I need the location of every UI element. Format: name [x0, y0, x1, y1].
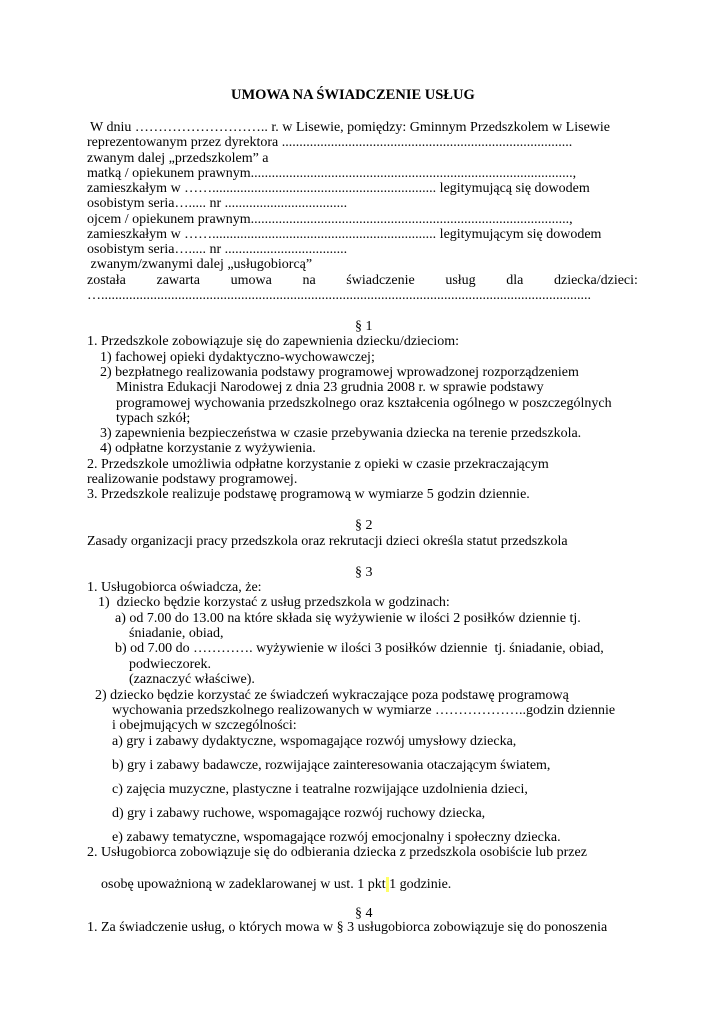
- section-3-line: b) od 7.00 do …………. wyżywienie w ilości 3 posiłków dziennie tj. śniadanie, obiad,: [115, 641, 604, 656]
- section-3-line: c) zajęcia muzyczne, plastyczne i teatralne rozwijające uzdolnienia dzieci,: [112, 782, 528, 797]
- section-3-heading: § 3: [355, 565, 373, 580]
- section-3-line: 2) dziecko będzie korzystać ze świadczeń wykraczające poza podstawę programową: [95, 688, 569, 703]
- intro-word: dla: [506, 273, 524, 288]
- section-1-heading: § 1: [355, 319, 373, 334]
- intro-word: dziecka/dzieci:: [553, 273, 638, 288]
- intro-line: zwanym dalej „przedszkolem” a: [87, 151, 269, 166]
- section-3-line: podwieczorek.: [129, 657, 212, 672]
- section-4-line: 1. Za świadczenie usług, o których mowa w § 3 usługobiorca zobowiązuje się do ponoszenia: [87, 920, 608, 935]
- intro-word: umowa: [230, 273, 272, 288]
- section-3-line: i obejmujących w szczególności:: [112, 718, 297, 733]
- intro-line: zamieszkałym w ……................................................................ legitymującą się dowodem: [87, 181, 590, 196]
- section-1-line: 3) zapewnienia bezpieczeństwa w czasie przebywania dziecka na terenie przedszkola.: [100, 426, 582, 441]
- section-4-heading: § 4: [355, 906, 373, 921]
- section-2-heading: § 2: [355, 518, 373, 533]
- intro-word: na: [302, 273, 316, 288]
- section-1-line: 4) odpłatne korzystanie z wyżywienia.: [100, 441, 316, 456]
- intro-line: matką / opiekunem prawnym............................................................................................,: [87, 166, 577, 181]
- intro-line: zwanym/zwanymi dalej „usługobiorcą”: [87, 257, 313, 272]
- section-3-line: a) od 7.00 do 13.00 na które składa się wyżywienie w ilości 2 posiłków dziennie tj.: [115, 611, 581, 626]
- section-1-line: 1) fachowej opieki dydaktyczno-wychowawczej;: [100, 350, 375, 365]
- section-1-line: programowej wychowania przedszkolnego oraz kształcenia ogólnego w poszczególnych: [116, 396, 612, 411]
- intro-word: zawarta: [156, 273, 201, 288]
- intro-word: świadczenie: [346, 273, 415, 288]
- intro-line: reprezentowanym przez dyrektora ...................................................................................: [87, 135, 573, 150]
- section-3-line: e) zabawy tematyczne, wspomagające rozwój emocjonalny i społeczny dziecka.: [112, 830, 561, 845]
- section-1-line: 3. Przedszkole realizuje podstawę programową w wymiarze 5 godzin dziennie.: [87, 487, 530, 502]
- section-3-line: (zaznaczyć właściwe).: [129, 672, 255, 687]
- section-3-line: [87, 861, 451, 909]
- intro-line: W dniu ……………………….. r. w Lisewie, pomiędzy: Gminnym Przedszkolem w Lisewie: [90, 120, 611, 135]
- section-3-line: śniadanie, obiad,: [129, 626, 224, 641]
- intro-line: …............................................................................................................................................: [87, 288, 591, 303]
- section-3-line-text: 1 godzinie.: [389, 877, 452, 892]
- section-3-line: 2. Usługobiorca zobowiązuje się do odbierania dziecka z przedszkola osobiście lub przez: [87, 845, 587, 860]
- intro-word: usług: [445, 273, 476, 288]
- intro-justified-line: [87, 273, 638, 289]
- intro-line: zamieszkałym w ……................................................................ legitymującym się dowodem: [87, 227, 602, 242]
- intro-line: osobistym seria…..... nr ...................................: [87, 242, 348, 257]
- document-title: UMOWA NA ŚWIADCZENIE USŁUG: [231, 87, 475, 103]
- intro-line: osobistym seria…..... nr ...................................: [87, 196, 348, 211]
- section-3-line: d) gry i zabawy ruchowe, wspomagające rozwój ruchowy dziecka,: [112, 806, 486, 821]
- intro-word: została: [87, 273, 126, 288]
- section-3-line: a) gry i zabawy dydaktyczne, wspomagające rozwój umysłowy dziecka,: [112, 734, 517, 749]
- intro-line: ojcem / opiekunem prawnym...........................................................................................,: [87, 212, 573, 227]
- section-3-line-text: osobę upoważnioną w zadeklarowanej w ust. 1 pkt: [101, 877, 386, 892]
- section-3-line: 1) dziecko będzie korzystać z usług przedszkola w godzinach:: [98, 595, 450, 610]
- section-3-line: wychowania przedszkolnego realizowanych w wymiarze ………………..godzin dziennie: [112, 703, 616, 718]
- section-2-line: Zasady organizacji pracy przedszkola oraz rekrutacji dzieci określa statut przedszkola: [87, 534, 568, 549]
- section-1-line: 2) bezpłatnego realizowania podstawy programowej wprowadzonej rozporządzeniem: [100, 365, 579, 380]
- section-3-line: b) gry i zabawy badawcze, rozwijające zainteresowania otaczającym światem,: [112, 758, 551, 773]
- section-1-line: Ministra Edukacji Narodowej z dnia 23 grudnia 2008 r. w sprawie podstawy: [116, 380, 544, 395]
- section-1-line: realizowanie podstawy programowej.: [87, 472, 298, 487]
- section-3-line: 1. Usługobiorca oświadcza, że:: [87, 580, 262, 595]
- section-1-line: typach szkół;: [116, 411, 191, 426]
- section-1-line: 1. Przedszkole zobowiązuje się do zapewnienia dziecku/dzieciom:: [87, 334, 460, 349]
- section-1-line: 2. Przedszkole umożliwia odpłatne korzystanie z opieki w czasie przekraczającym: [87, 457, 549, 472]
